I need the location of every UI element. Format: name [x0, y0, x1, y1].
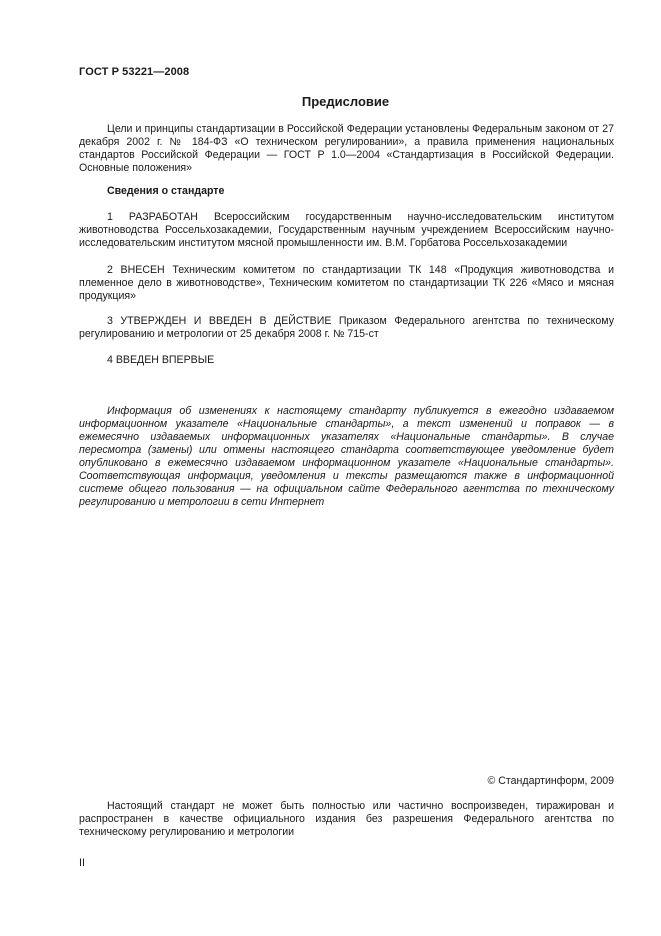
standard-code: ГОСТ Р 53221—2008: [79, 66, 190, 78]
reproduction-notice: Настоящий стандарт не может быть полностью или частично воспроизведен, тиражирован и распространен в качестве официального издания без разрешения Федерального агентства по техническому регулированию и метрологии: [79, 800, 614, 838]
changes-notice: Информация об изменениях к настоящему стандарту публикуется в ежегодно издаваемом информационном указателе «Национальные стандарты», а текст изменений и поправок — в ежемесячно издаваемых информационных указателях «Национальные стандарты». В случае пересмотра (замены) или отмены настоящего стандарта соответствующее уведомление будет опубликовано в ежемесячно издаваемом информационном указателе «Национальные стандарты». Соответствующая информация, уведомления и тексты размещаются также в информационной системе общего пользования — на официальном сайте Федерального агентства по техническому регулированию и метрологии в сети Интернет: [79, 405, 614, 508]
info-item-4: 4 ВВЕДЕН ВПЕРВЫЕ: [107, 354, 215, 366]
page-title: Предисловие: [301, 94, 390, 109]
info-item-3: 3 УТВЕРЖДЕН И ВВЕДЕН В ДЕЙСТВИЕ Приказом Федерального агентства по техническому регулированию и метрологии от 25 декабря 2008 г. № 715-ст: [79, 315, 614, 340]
info-heading: Сведения о стандарте: [107, 185, 225, 197]
info-item-1: 1 РАЗРАБОТАН Всероссийским государственным научно-исследовательским институтом животноводства Россельхозакадемии, Государственным научным учреждением Всероссийским научно-исследовательским институтом мясной промышленности им. В.М. Горбатова Россельхозакадемии: [79, 211, 614, 249]
copyright-line: © Стандартинформ, 2009: [487, 775, 614, 787]
page-number: II: [79, 857, 85, 869]
intro-paragraph: Цели и принципы стандартизации в Российской Федерации установлены Федеральным законом от 27 декабря 2002 г. № 184-ФЗ «О техническом регулировании», а правила применения национальных стандартов Российской Федерации — ГОСТ Р 1.0—2004 «Стандартизация в Российской Федерации. Основные положения»: [79, 123, 614, 174]
info-item-2: 2 ВНЕСЕН Техническим комитетом по стандартизации ТК 148 «Продукция животноводства и племенное дело в животноводстве», Техническим комитетом по стандартизации ТК 226 «Мясо и мясная продукция»: [79, 264, 614, 302]
